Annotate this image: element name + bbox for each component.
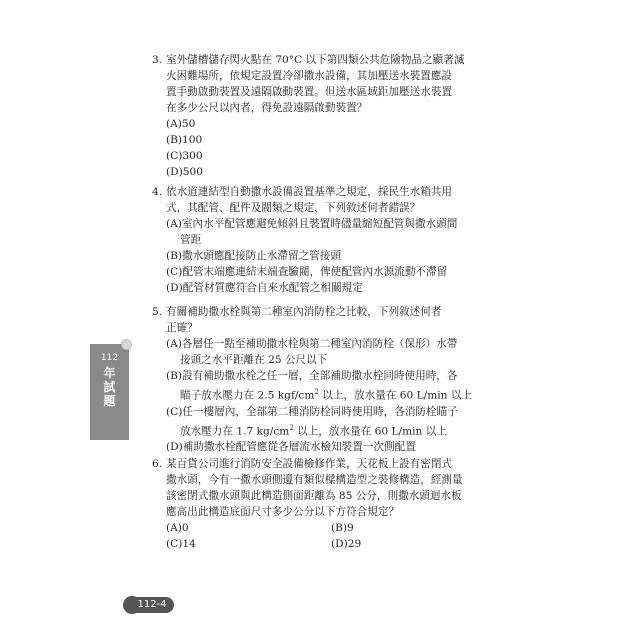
option-c: (C)300 (166, 150, 203, 162)
question-stem-line: 某百貨公司進行消防安全設備檢修作業，天花板上設有密閉式 (166, 458, 453, 470)
question-stem-line: 依水道連結型自動撒水設備設置基準之規定，採民生水箱共用 (166, 186, 453, 198)
question-stem-line: 在多少公尺以內者，得免設遠隔啟動裝置？ (166, 102, 368, 114)
question-stem-line: 該密閉式撒水頭與此構造側面距離為 85 公分，則撒水頭迴水板 (166, 490, 462, 502)
option-text: 以上，放水量在 60 L/min 以上 (293, 425, 447, 438)
question-number: 4. (152, 186, 163, 198)
option-row (152, 520, 512, 536)
option-a: (A)50 (166, 118, 196, 130)
question-number: 3. (152, 54, 163, 66)
side-tab-char: 試 (103, 380, 116, 394)
superscript: 2 (314, 388, 319, 396)
option-a: (A)0 (166, 522, 189, 534)
option-c: (C)14 (166, 538, 196, 550)
option-b: (B)100 (166, 134, 203, 146)
question-5 (152, 304, 512, 455)
question-stem-line: 應高出此構造底面尺寸多少公分以下方符合規定？ (166, 506, 400, 518)
question-number: 6. (152, 458, 163, 470)
question-stem-line: 正確？ (166, 322, 198, 334)
chapter-side-tab (90, 344, 129, 440)
side-tab-char: 題 (103, 394, 116, 408)
side-tab-text (90, 352, 129, 408)
question-stem-line: 火困難場所，依規定設置冷卻撒水設備，其加壓送水裝置應設 (166, 70, 453, 82)
question-stem-line: 式，其配管、配件及閥類之規定，下列敘述何者錯誤？ (166, 202, 421, 214)
option-b: (B)設有補助撒水栓之任一層，全部補助撒水栓同時使用時，各 (166, 370, 458, 382)
option-c: (C)配管末端應連結末端查驗閥，俾使配管內水源流動不滯留 (166, 266, 448, 278)
side-tab-dot (121, 339, 132, 350)
option-a: (A)各層任一點至補助撒水栓與第二種室內消防栓（保形）水帶 (166, 338, 458, 350)
question-stem-line: 室外儲槽儲存閃火點在 70°C 以下第四類公共危險物品之顯著滅 (166, 54, 465, 66)
option-c-continuation (152, 420, 512, 440)
question-stem-line: 有關補助撒水栓與第二種室內消防栓之比較，下列敘述何者 (166, 306, 442, 318)
question-4 (152, 184, 512, 296)
option-a-continuation: 接頭之水平距離在 25 公尺以下 (180, 354, 328, 366)
option-c: (C)任一樓層內，全部第二種消防栓同時使用時，各消防栓瞄子 (166, 405, 458, 418)
option-b: (B)撒水頭應配接防止水滯留之管接頭 (166, 250, 341, 262)
side-tab-year: 112 (100, 353, 119, 363)
option-a-continuation: 管距 (180, 234, 202, 246)
option-text: 瞄子放水壓力在 2.5 kgf/cm (180, 389, 315, 402)
option-a: (A)室內水平配管應避免傾斜且裝置時儘量縮短配管與撒水頭間 (166, 218, 458, 230)
question-number: 5. (152, 306, 163, 318)
option-text: 以上，放水量在 60 L/min 以上 (318, 389, 473, 402)
question-3 (152, 52, 512, 180)
superscript: 2 (289, 423, 294, 432)
option-row (152, 536, 512, 552)
side-tab-char: 年 (103, 366, 116, 380)
option-d: (D)補助撒水栓配管應從各層流水檢知裝置一次側配置 (166, 441, 416, 454)
page-number: 112-4 (130, 597, 174, 613)
option-d: (D)29 (331, 538, 362, 550)
option-d: (D)500 (166, 166, 203, 178)
option-d: (D)配管材質應符合自來水配管之相關規定 (166, 282, 363, 294)
option-b: (B)9 (331, 522, 354, 534)
question-stem-line: 置手動啟動裝置及遠隔啟動裝置。但送水區域距加壓送水裝置 (166, 86, 453, 98)
option-b-continuation (152, 384, 512, 404)
option-text: 放水壓力在 1.7 kg/cm (180, 425, 290, 438)
question-6 (152, 456, 512, 552)
question-stem-line: 撒水頭，今有一撒水頭側邊有類似樑構造型之裝修構造，經測量 (166, 474, 463, 486)
